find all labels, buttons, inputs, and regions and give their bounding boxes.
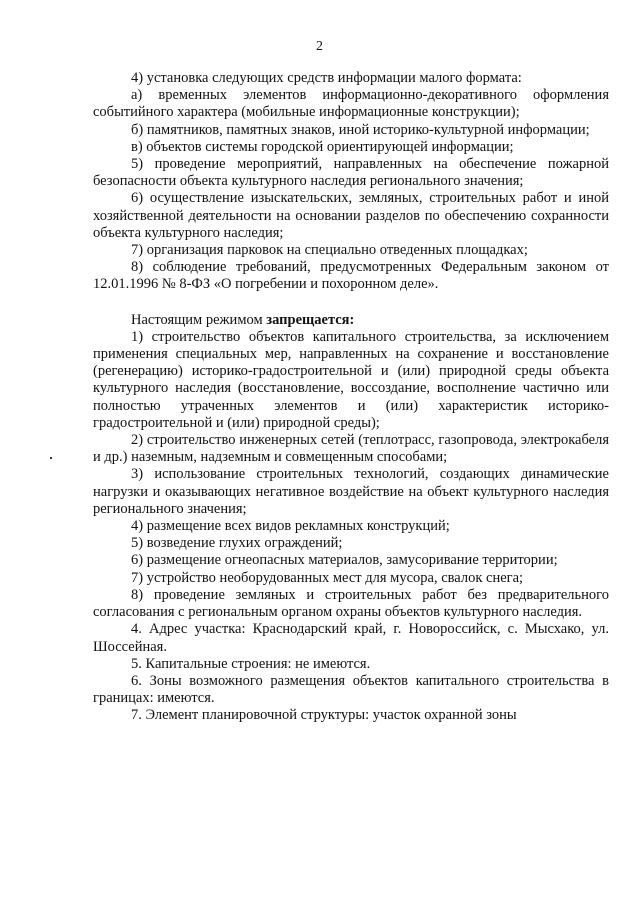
paragraph-item: 6. Зоны возможного размещения объектов капитального строительства в границах: имеются. (93, 672, 609, 707)
paragraph-item: 7) организация парковок на специально отведенных площадках; (131, 242, 528, 259)
prohibited-intro-prefix: Настоящим режимом (131, 311, 267, 328)
page-number: 2 (316, 39, 323, 54)
paragraph-item: а) временных элементов информационно-декоративного оформления событийного характера (мобильные информационные конструкции); (93, 87, 609, 121)
prohibited-intro-bold: запрещается: (266, 311, 355, 328)
paragraph-item: 8) проведение земляных и строительных работ без предварительного согласования с региональным органом охраны объектов культурного наследия. (93, 586, 609, 621)
paragraph-item: 2) строительство инженерных сетей (теплотрасс, газопровода, электрокабеля и др.) наземным, надземным и совмещенным способами; (93, 432, 609, 466)
document-body (93, 70, 609, 725)
prohibited-intro (93, 312, 609, 329)
paragraph-item: 5) проведение мероприятий, направленных на обеспечение пожарной безопасности объекта культурного наследия регионального значения; (93, 156, 609, 190)
permitted-activities-list (93, 70, 609, 294)
margin-dot (50, 457, 52, 459)
paragraph-item: 5) возведение глухих ограждений; (131, 535, 343, 552)
paragraph-item: 4) установка следующих средств информации малого формата: (131, 70, 522, 86)
paragraph-item: 7. Элемент планировочной структуры: участок охранной зоны (131, 707, 517, 724)
paragraph-item: 5. Капитальные строения: не имеются. (131, 655, 371, 672)
paragraph-item: 3) использование строительных технологий, создающих динамические нагрузки и оказывающих негативное воздействие на объект культурного наследия регионального значения; (93, 466, 609, 517)
paragraph-item: 7) устройство необорудованных мест для мусора, свалок снега; (131, 569, 524, 586)
paragraph-item: 4. Адрес участка: Краснодарский край, г. Новороссийск, с. Мысхако, ул. Шоссейная. (93, 621, 609, 655)
paragraph-item: 8) соблюдение требований, предусмотренных Федеральным законом от 12.01.1996 № 8-ФЗ «О погребении и похоронном деле». (93, 259, 609, 293)
paragraph-item: 6) размещение огнеопасных материалов, замусоривание территории; (131, 552, 558, 569)
paragraph-item: 1) строительство объектов капитального строительства, за исключением применения специальных мер, направленных на сохранение и восстановление (регенерацию) историко-градостроительной и (или) природной среды объекта культурного наследия (восстановление, воссоздание, восполнение частично или полностью утраченных элементов и (или) характеристик историко-градостроительной и (или) природной среды); (93, 328, 609, 431)
paragraph-gap (93, 294, 609, 312)
prohibited-activities-list (93, 329, 609, 725)
paragraph-item: 4) размещение всех видов рекламных конструкций; (131, 518, 450, 535)
paragraph-item: б) памятников, памятных знаков, иной историко-культурной информации; (131, 121, 590, 138)
paragraph-item: 6) осуществление изыскательских, земляных, строительных работ и иной хозяйственной деятельности на основании разделов по обеспечению сохранности объекта культурного наследия; (93, 190, 609, 241)
paragraph-item: в) объектов системы городской ориентирующей информации; (131, 138, 514, 155)
